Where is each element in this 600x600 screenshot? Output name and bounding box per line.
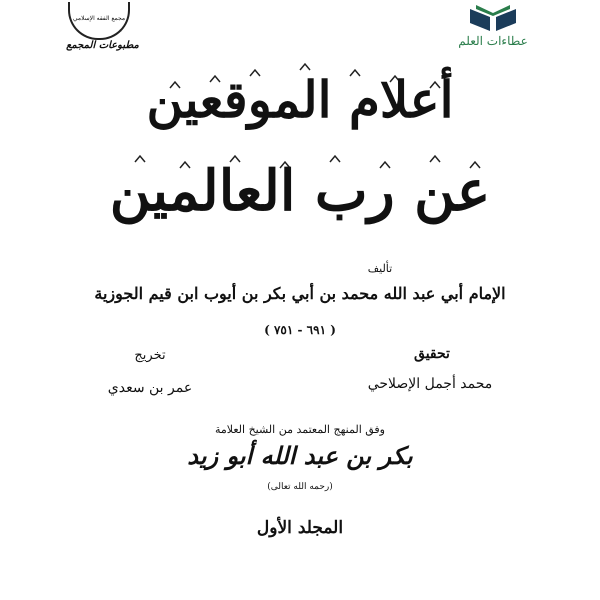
- book-logo-icon: [466, 3, 520, 33]
- book-title-line2: عن رب العالمين: [109, 158, 491, 224]
- book-title-line1: أعلام الموقعين: [146, 70, 454, 129]
- rahimah-label: (رحمه الله تعالى): [267, 482, 333, 492]
- publisher-label: مطبوعات المجمع: [66, 40, 139, 51]
- author-name: الإمام أبي عبد الله محمد بن أبي بكر بن أيوب ابن قيم الجوزية: [94, 284, 506, 303]
- tahqiq-name: محمد أجمل الإصلاحي: [367, 376, 493, 392]
- volume-label: المجلد الأول: [256, 518, 344, 538]
- author-label: تأليف: [367, 262, 393, 275]
- author-dates: ( ٦٩١ - ٧٥١ ): [264, 323, 336, 337]
- publisher-seal: [68, 2, 130, 40]
- takhrij-label: تخريج: [134, 348, 166, 363]
- tahqiq-label: تحقيق: [414, 346, 450, 362]
- takhrij-name: عمر بن سعدي: [107, 380, 193, 396]
- scholar-name: بكر بن عبد الله أبو زيد: [187, 441, 413, 470]
- method-line: وفق المنهج المعتمد من الشيخ العلامة: [215, 423, 385, 436]
- seal-text: مجمع الفقه الإسلامي: [72, 15, 126, 22]
- logo-text: عطاءات العلم: [458, 34, 528, 48]
